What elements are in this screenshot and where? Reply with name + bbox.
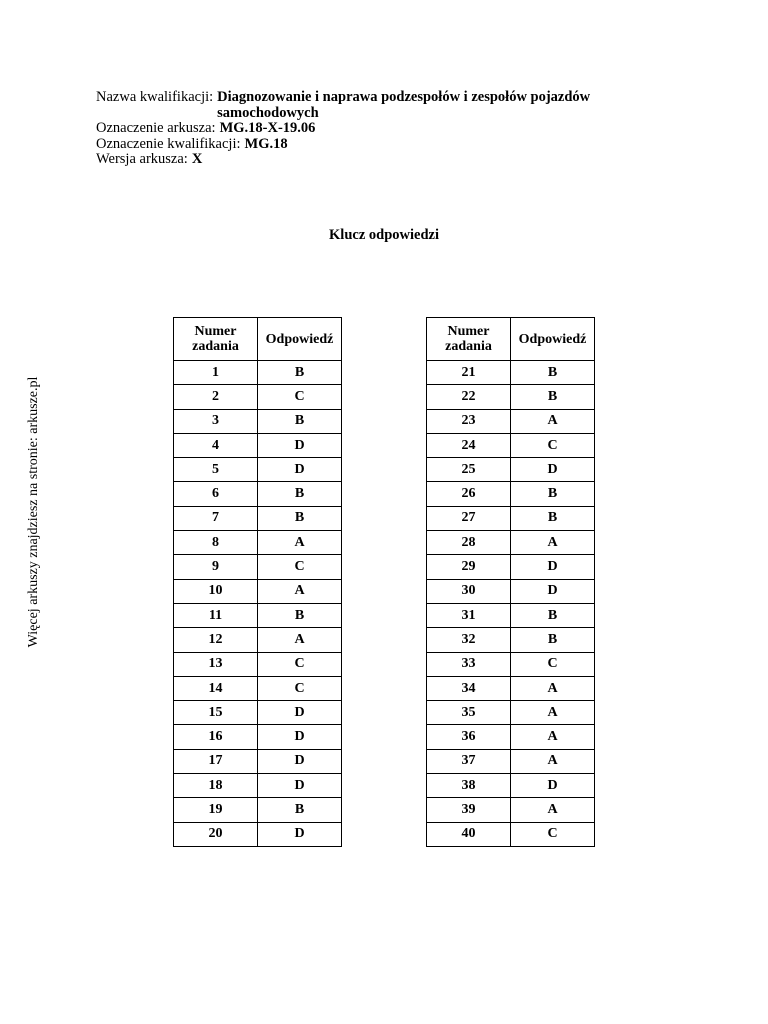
table-row [427, 701, 595, 725]
sheet-code-value: MG.18-X-19.06 [219, 120, 316, 136]
table-row [174, 822, 342, 846]
question-number-cell: 2 [174, 385, 258, 409]
answer-cell: B [511, 482, 595, 506]
answer-cell: D [258, 774, 342, 798]
table-row [174, 361, 342, 385]
column-header-number-line2: zadania [192, 339, 239, 354]
table-row [174, 628, 342, 652]
question-number-cell: 8 [174, 531, 258, 555]
table-row [427, 531, 595, 555]
answer-cell: A [511, 701, 595, 725]
answer-cell: C [511, 433, 595, 457]
question-number-cell: 30 [427, 579, 511, 603]
answer-cell: B [258, 603, 342, 627]
table-row [174, 774, 342, 798]
answer-cell: D [258, 749, 342, 773]
answer-cell: D [258, 458, 342, 482]
question-number-cell: 36 [427, 725, 511, 749]
answer-cell: A [511, 725, 595, 749]
answer-cell: C [511, 652, 595, 676]
table-body-right [427, 361, 595, 847]
answer-cell: D [511, 555, 595, 579]
question-number-cell: 25 [427, 458, 511, 482]
table-row [174, 385, 342, 409]
question-number-cell: 12 [174, 628, 258, 652]
answer-cell: B [511, 603, 595, 627]
answer-cell: B [258, 409, 342, 433]
column-header-number [174, 318, 258, 361]
table-row [174, 798, 342, 822]
sheet-version-value: X [191, 151, 203, 167]
answer-cell: B [511, 506, 595, 530]
question-number-cell: 11 [174, 603, 258, 627]
table-header-row [174, 318, 342, 361]
answer-cell: B [511, 361, 595, 385]
question-number-cell: 27 [427, 506, 511, 530]
table-row [427, 385, 595, 409]
answer-cell: A [511, 798, 595, 822]
table-row [427, 749, 595, 773]
sheet-version-row [96, 152, 656, 168]
answer-cell: B [258, 361, 342, 385]
question-number-cell: 24 [427, 433, 511, 457]
table-row [174, 555, 342, 579]
answer-cell: D [511, 458, 595, 482]
question-number-cell: 29 [427, 555, 511, 579]
question-number-cell: 15 [174, 701, 258, 725]
answer-cell: C [258, 555, 342, 579]
table-row [174, 482, 342, 506]
table-row [174, 579, 342, 603]
column-header-number [427, 318, 511, 361]
sidebar-watermark-note: Więcej arkuszy znajdziesz na stronie: arkusze.pl [26, 376, 41, 648]
document-header [96, 90, 656, 168]
table-row [427, 725, 595, 749]
table-row [174, 506, 342, 530]
question-number-cell: 26 [427, 482, 511, 506]
qualification-name-value: Diagnozowanie i naprawa podzespołów i zespołów pojazdów samochodowych [217, 89, 591, 121]
answer-cell: B [511, 628, 595, 652]
table-row [427, 555, 595, 579]
question-number-cell: 4 [174, 433, 258, 457]
question-number-cell: 38 [427, 774, 511, 798]
question-number-cell: 9 [174, 555, 258, 579]
table-row [174, 676, 342, 700]
table-row [174, 701, 342, 725]
sheet-version-label: Wersja arkusza: [96, 151, 188, 167]
question-number-cell: 3 [174, 409, 258, 433]
question-number-cell: 20 [174, 822, 258, 846]
question-number-cell: 13 [174, 652, 258, 676]
table-row [427, 798, 595, 822]
answer-cell: B [258, 482, 342, 506]
answer-key-table-left [173, 317, 342, 847]
question-number-cell: 5 [174, 458, 258, 482]
table-row [427, 361, 595, 385]
question-number-cell: 10 [174, 579, 258, 603]
table-header-row [427, 318, 595, 361]
table-row [174, 652, 342, 676]
question-number-cell: 37 [427, 749, 511, 773]
sheet-code-label: Oznaczenie arkusza: [96, 120, 216, 136]
table-row [174, 458, 342, 482]
answer-cell: D [258, 433, 342, 457]
answer-cell: D [511, 579, 595, 603]
table-row [427, 822, 595, 846]
answer-cell: A [258, 628, 342, 652]
table-row [174, 433, 342, 457]
table-row [427, 628, 595, 652]
question-number-cell: 35 [427, 701, 511, 725]
table-body-left [174, 361, 342, 847]
question-number-cell: 14 [174, 676, 258, 700]
answer-cell: A [258, 579, 342, 603]
answer-cell: A [511, 531, 595, 555]
question-number-cell: 31 [427, 603, 511, 627]
question-number-cell: 19 [174, 798, 258, 822]
question-number-cell: 40 [427, 822, 511, 846]
column-header-number-line1: Numer [447, 324, 490, 339]
question-number-cell: 28 [427, 531, 511, 555]
answer-key-table-right [426, 317, 595, 847]
answer-cell: A [511, 749, 595, 773]
table-row [427, 676, 595, 700]
answer-cell: A [258, 531, 342, 555]
table-row [427, 433, 595, 457]
table-row [427, 579, 595, 603]
question-number-cell: 17 [174, 749, 258, 773]
table-row [427, 652, 595, 676]
question-number-cell: 18 [174, 774, 258, 798]
answer-cell: D [511, 774, 595, 798]
column-header-number-line2: zadania [445, 339, 492, 354]
table-row [174, 725, 342, 749]
table-row [427, 482, 595, 506]
qualification-code-row [96, 137, 656, 153]
question-number-cell: 23 [427, 409, 511, 433]
question-number-cell: 22 [427, 385, 511, 409]
question-number-cell: 21 [427, 361, 511, 385]
answer-cell: C [258, 676, 342, 700]
question-number-cell: 32 [427, 628, 511, 652]
table-row [174, 531, 342, 555]
answer-cell: B [258, 506, 342, 530]
question-number-cell: 1 [174, 361, 258, 385]
answer-cell: A [511, 409, 595, 433]
answer-cell: C [258, 652, 342, 676]
table-row [427, 603, 595, 627]
column-header-number-line1: Numer [194, 324, 237, 339]
answer-cell: B [258, 798, 342, 822]
answer-cell: B [511, 385, 595, 409]
answer-cell: A [511, 676, 595, 700]
answer-cell: C [511, 822, 595, 846]
question-number-cell: 33 [427, 652, 511, 676]
column-header-answer: Odpowiedź [511, 318, 595, 361]
answer-cell: C [258, 385, 342, 409]
answer-cell: D [258, 822, 342, 846]
table-row [427, 458, 595, 482]
answer-cell: D [258, 701, 342, 725]
table-row [174, 749, 342, 773]
question-number-cell: 39 [427, 798, 511, 822]
table-row [427, 506, 595, 530]
sheet-code-row [96, 121, 656, 137]
table-row [174, 409, 342, 433]
column-header-answer: Odpowiedź [258, 318, 342, 361]
question-number-cell: 7 [174, 506, 258, 530]
qualification-name-row [96, 90, 656, 121]
table-row [427, 774, 595, 798]
qualification-code-value: MG.18 [244, 135, 288, 152]
qualification-code-label: Oznaczenie kwalifikacji: [96, 135, 241, 152]
answer-cell: D [258, 725, 342, 749]
question-number-cell: 6 [174, 482, 258, 506]
question-number-cell: 34 [427, 676, 511, 700]
page-title: Klucz odpowiedzi [329, 227, 439, 243]
question-number-cell: 16 [174, 725, 258, 749]
qualification-name-label: Nazwa kwalifikacji: [96, 89, 214, 105]
table-row [174, 603, 342, 627]
table-row [427, 409, 595, 433]
